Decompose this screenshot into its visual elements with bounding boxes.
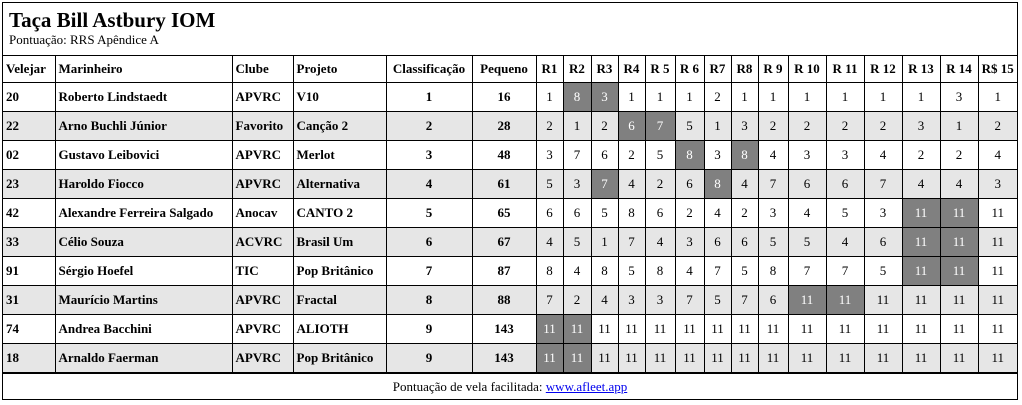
rank-cell: 4 [386, 170, 472, 199]
club-cell: APVRC [232, 286, 293, 315]
race-score-cell: 4 [864, 141, 902, 170]
rank-cell: 6 [386, 228, 472, 257]
race-score-cell: 11 [591, 344, 618, 373]
race-score-cell: 11 [978, 286, 1017, 315]
sail-number-cell: 02 [3, 141, 55, 170]
club-cell: Anocav [232, 199, 293, 228]
table-body [3, 83, 1017, 373]
race-score-cell: 3 [758, 199, 788, 228]
race-score-cell: 11 [864, 286, 902, 315]
race-score-cell: 11 [704, 315, 731, 344]
race-score-cell: 11 [902, 257, 940, 286]
race-score-cell: 5 [563, 228, 591, 257]
club-cell: TIC [232, 257, 293, 286]
race-score-cell: 8 [536, 257, 563, 286]
race-score-cell: 11 [645, 315, 675, 344]
race-score-cell: 11 [591, 315, 618, 344]
race-score-cell: 8 [731, 141, 758, 170]
footer-text: Pontuação de vela facilitada: [392, 379, 543, 394]
net-score-cell: 67 [472, 228, 536, 257]
race-score-cell: 11 [902, 286, 940, 315]
race-score-cell: 6 [864, 228, 902, 257]
race-score-cell: 11 [618, 315, 645, 344]
race-score-cell: 5 [675, 112, 704, 141]
race-score-cell: 3 [826, 141, 864, 170]
race-score-cell: 5 [826, 199, 864, 228]
race-score-cell: 2 [618, 141, 645, 170]
race-score-cell: 5 [704, 286, 731, 315]
sail-number-cell: 33 [3, 228, 55, 257]
race-score-cell: 7 [536, 286, 563, 315]
race-score-cell: 2 [902, 141, 940, 170]
race-score-cell: 11 [940, 315, 978, 344]
design-cell: Merlot [293, 141, 386, 170]
race-score-cell: 6 [563, 199, 591, 228]
race-score-cell: 8 [704, 170, 731, 199]
race-score-cell: 4 [826, 228, 864, 257]
design-cell: Pop Britânico [293, 344, 386, 373]
race-score-cell: 11 [940, 257, 978, 286]
page-title: Taça Bill Astbury IOM [9, 8, 216, 32]
race-score-cell: 3 [788, 141, 826, 170]
sail-number-cell: 22 [3, 112, 55, 141]
race-score-cell: 3 [940, 83, 978, 112]
race-score-cell: 11 [902, 315, 940, 344]
race-score-cell: 1 [645, 83, 675, 112]
race-score-cell: 1 [618, 83, 645, 112]
race-score-cell: 4 [758, 141, 788, 170]
race-score-cell: 11 [618, 344, 645, 373]
race-score-cell: 11 [563, 344, 591, 373]
sail-number-cell: 31 [3, 286, 55, 315]
race-score-cell: 4 [788, 199, 826, 228]
column-header: R 9 [758, 56, 788, 83]
table-row [3, 170, 1017, 199]
race-score-cell: 7 [645, 112, 675, 141]
column-header: R2 [563, 56, 591, 83]
sailor-name-cell: Alexandre Ferreira Salgado [55, 199, 232, 228]
race-score-cell: 3 [978, 170, 1017, 199]
race-score-cell: 4 [618, 170, 645, 199]
race-score-cell: 11 [902, 228, 940, 257]
scoring-subtitle: Pontuação: RRS Apêndice A [9, 32, 159, 47]
race-score-cell: 4 [675, 257, 704, 286]
race-score-cell: 11 [758, 344, 788, 373]
net-score-cell: 16 [472, 83, 536, 112]
rank-cell: 3 [386, 141, 472, 170]
race-score-cell: 1 [864, 83, 902, 112]
sail-number-cell: 74 [3, 315, 55, 344]
net-score-cell: 87 [472, 257, 536, 286]
race-score-cell: 6 [704, 228, 731, 257]
column-header: Projeto [293, 56, 386, 83]
column-header: R8 [731, 56, 758, 83]
race-score-cell: 7 [758, 170, 788, 199]
race-score-cell: 11 [731, 344, 758, 373]
race-score-cell: 11 [940, 228, 978, 257]
race-score-cell: 7 [675, 286, 704, 315]
sail-number-cell: 23 [3, 170, 55, 199]
design-cell: Fractal [293, 286, 386, 315]
race-score-cell: 1 [758, 83, 788, 112]
race-score-cell: 1 [940, 112, 978, 141]
race-score-cell: 1 [704, 112, 731, 141]
race-score-cell: 3 [731, 112, 758, 141]
column-header: R 5 [645, 56, 675, 83]
race-score-cell: 11 [675, 315, 704, 344]
column-header: Pequeno [472, 56, 536, 83]
race-score-cell: 11 [864, 344, 902, 373]
race-score-cell: 11 [675, 344, 704, 373]
race-score-cell: 8 [563, 83, 591, 112]
column-header: R 14 [940, 56, 978, 83]
column-header: R 6 [675, 56, 704, 83]
race-score-cell: 2 [645, 170, 675, 199]
race-score-cell: 2 [940, 141, 978, 170]
table-header-row [3, 56, 1017, 83]
design-cell: CANTO 2 [293, 199, 386, 228]
race-score-cell: 4 [902, 170, 940, 199]
net-score-cell: 48 [472, 141, 536, 170]
table-row [3, 344, 1017, 373]
sailor-name-cell: Haroldo Fiocco [55, 170, 232, 199]
sail-number-cell: 42 [3, 199, 55, 228]
race-score-cell: 5 [591, 199, 618, 228]
race-score-cell: 11 [536, 315, 563, 344]
race-score-cell: 5 [536, 170, 563, 199]
race-score-cell: 2 [536, 112, 563, 141]
sailor-name-cell: Arno Buchli Júnior [55, 112, 232, 141]
race-score-cell: 11 [731, 315, 758, 344]
column-header: Classificação [386, 56, 472, 83]
race-score-cell: 11 [940, 344, 978, 373]
club-cell: ACVRC [232, 228, 293, 257]
race-score-cell: 11 [978, 344, 1017, 373]
club-cell: APVRC [232, 141, 293, 170]
race-score-cell: 1 [563, 112, 591, 141]
race-score-cell: 7 [563, 141, 591, 170]
design-cell: Canção 2 [293, 112, 386, 141]
race-score-cell: 2 [788, 112, 826, 141]
race-score-cell: 5 [645, 141, 675, 170]
net-score-cell: 65 [472, 199, 536, 228]
race-score-cell: 4 [536, 228, 563, 257]
race-score-cell: 2 [758, 112, 788, 141]
race-score-cell: 6 [731, 228, 758, 257]
race-score-cell: 11 [978, 199, 1017, 228]
race-score-cell: 11 [563, 315, 591, 344]
table-row [3, 286, 1017, 315]
footer [3, 373, 1017, 400]
sailor-name-cell: Célio Souza [55, 228, 232, 257]
club-cell: APVRC [232, 83, 293, 112]
rank-cell: 9 [386, 344, 472, 373]
race-score-cell: 3 [864, 199, 902, 228]
race-score-cell: 3 [591, 83, 618, 112]
race-score-cell: 11 [902, 199, 940, 228]
race-score-cell: 6 [788, 170, 826, 199]
race-score-cell: 7 [731, 286, 758, 315]
race-score-cell: 6 [618, 112, 645, 141]
club-cell: APVRC [232, 170, 293, 199]
race-score-cell: 11 [826, 315, 864, 344]
race-score-cell: 6 [536, 199, 563, 228]
race-score-cell: 11 [704, 344, 731, 373]
table-row [3, 315, 1017, 344]
rank-cell: 7 [386, 257, 472, 286]
race-score-cell: 3 [536, 141, 563, 170]
column-header: R7 [704, 56, 731, 83]
design-cell: Pop Britânico [293, 257, 386, 286]
sailor-name-cell: Andrea Bacchini [55, 315, 232, 344]
column-header: R 11 [826, 56, 864, 83]
race-score-cell: 3 [645, 286, 675, 315]
race-score-cell: 7 [788, 257, 826, 286]
race-score-cell: 1 [788, 83, 826, 112]
race-score-cell: 6 [826, 170, 864, 199]
rank-cell: 9 [386, 315, 472, 344]
race-score-cell: 2 [563, 286, 591, 315]
race-score-cell: 3 [563, 170, 591, 199]
table-row [3, 141, 1017, 170]
race-score-cell: 5 [788, 228, 826, 257]
sail-number-cell: 18 [3, 344, 55, 373]
race-score-cell: 2 [978, 112, 1017, 141]
race-score-cell: 1 [826, 83, 864, 112]
race-score-cell: 11 [902, 344, 940, 373]
net-score-cell: 28 [472, 112, 536, 141]
race-score-cell: 11 [758, 315, 788, 344]
race-score-cell: 11 [978, 228, 1017, 257]
column-header: R1 [536, 56, 563, 83]
race-score-cell: 11 [826, 344, 864, 373]
table-row [3, 112, 1017, 141]
rank-cell: 1 [386, 83, 472, 112]
race-score-cell: 7 [826, 257, 864, 286]
column-header: R 13 [902, 56, 940, 83]
race-score-cell: 11 [788, 286, 826, 315]
race-score-cell: 11 [940, 199, 978, 228]
column-header: R 12 [864, 56, 902, 83]
race-score-cell: 1 [675, 83, 704, 112]
race-score-cell: 4 [591, 286, 618, 315]
race-score-cell: 6 [675, 170, 704, 199]
sailor-name-cell: Sérgio Hoefel [55, 257, 232, 286]
race-score-cell: 1 [591, 228, 618, 257]
table-row [3, 228, 1017, 257]
race-score-cell: 2 [704, 83, 731, 112]
race-score-cell: 2 [864, 112, 902, 141]
race-score-cell: 7 [591, 170, 618, 199]
design-cell: Brasil Um [293, 228, 386, 257]
column-header: R4 [618, 56, 645, 83]
column-header: R 10 [788, 56, 826, 83]
afleet-link[interactable]: www.afleet.app [545, 379, 628, 394]
race-score-cell: 5 [864, 257, 902, 286]
column-header: R$ 15 [978, 56, 1017, 83]
race-score-cell: 11 [978, 257, 1017, 286]
race-score-cell: 4 [704, 199, 731, 228]
race-score-cell: 8 [758, 257, 788, 286]
race-score-cell: 5 [618, 257, 645, 286]
race-score-cell: 6 [645, 199, 675, 228]
race-score-cell: 11 [788, 315, 826, 344]
sail-number-cell: 20 [3, 83, 55, 112]
race-score-cell: 3 [704, 141, 731, 170]
race-score-cell: 4 [563, 257, 591, 286]
race-score-cell: 2 [675, 199, 704, 228]
race-score-cell: 11 [645, 344, 675, 373]
race-score-cell: 2 [731, 199, 758, 228]
net-score-cell: 88 [472, 286, 536, 315]
race-score-cell: 7 [864, 170, 902, 199]
race-score-cell: 8 [645, 257, 675, 286]
sailor-name-cell: Gustavo Leibovici [55, 141, 232, 170]
race-score-cell: 11 [536, 344, 563, 373]
race-score-cell: 3 [902, 112, 940, 141]
design-cell: Alternativa [293, 170, 386, 199]
race-score-cell: 4 [731, 170, 758, 199]
race-score-cell: 11 [940, 286, 978, 315]
race-score-cell: 4 [645, 228, 675, 257]
race-score-cell: 1 [978, 83, 1017, 112]
race-score-cell: 8 [675, 141, 704, 170]
club-cell: APVRC [232, 344, 293, 373]
rank-cell: 8 [386, 286, 472, 315]
race-score-cell: 11 [826, 286, 864, 315]
race-score-cell: 4 [940, 170, 978, 199]
race-score-cell: 7 [618, 228, 645, 257]
sail-number-cell: 91 [3, 257, 55, 286]
rank-cell: 5 [386, 199, 472, 228]
race-score-cell: 4 [978, 141, 1017, 170]
race-score-cell: 8 [591, 257, 618, 286]
rank-cell: 2 [386, 112, 472, 141]
race-score-cell: 11 [788, 344, 826, 373]
club-cell: APVRC [232, 315, 293, 344]
race-score-cell: 7 [704, 257, 731, 286]
results-table [3, 56, 1017, 373]
race-score-cell: 1 [536, 83, 563, 112]
design-cell: ALIOTH [293, 315, 386, 344]
race-score-cell: 3 [618, 286, 645, 315]
table-row [3, 257, 1017, 286]
sailor-name-cell: Maurício Martins [55, 286, 232, 315]
race-score-cell: 6 [591, 141, 618, 170]
results-header [3, 3, 1017, 56]
sailor-name-cell: Arnaldo Faerman [55, 344, 232, 373]
column-header: R3 [591, 56, 618, 83]
club-cell: Favorito [232, 112, 293, 141]
race-score-cell: 2 [591, 112, 618, 141]
race-score-cell: 5 [731, 257, 758, 286]
race-score-cell: 8 [618, 199, 645, 228]
column-header: Velejar [3, 56, 55, 83]
net-score-cell: 143 [472, 344, 536, 373]
race-score-cell: 5 [758, 228, 788, 257]
column-header: Clube [232, 56, 293, 83]
race-score-cell: 1 [902, 83, 940, 112]
table-row [3, 199, 1017, 228]
race-score-cell: 1 [731, 83, 758, 112]
race-score-cell: 6 [758, 286, 788, 315]
race-score-cell: 11 [978, 315, 1017, 344]
design-cell: V10 [293, 83, 386, 112]
table-row [3, 83, 1017, 112]
net-score-cell: 61 [472, 170, 536, 199]
race-score-cell: 2 [826, 112, 864, 141]
net-score-cell: 143 [472, 315, 536, 344]
column-header: Marinheiro [55, 56, 232, 83]
race-score-cell: 3 [675, 228, 704, 257]
results-frame [2, 2, 1018, 400]
sailor-name-cell: Roberto Lindstaedt [55, 83, 232, 112]
race-score-cell: 11 [864, 315, 902, 344]
